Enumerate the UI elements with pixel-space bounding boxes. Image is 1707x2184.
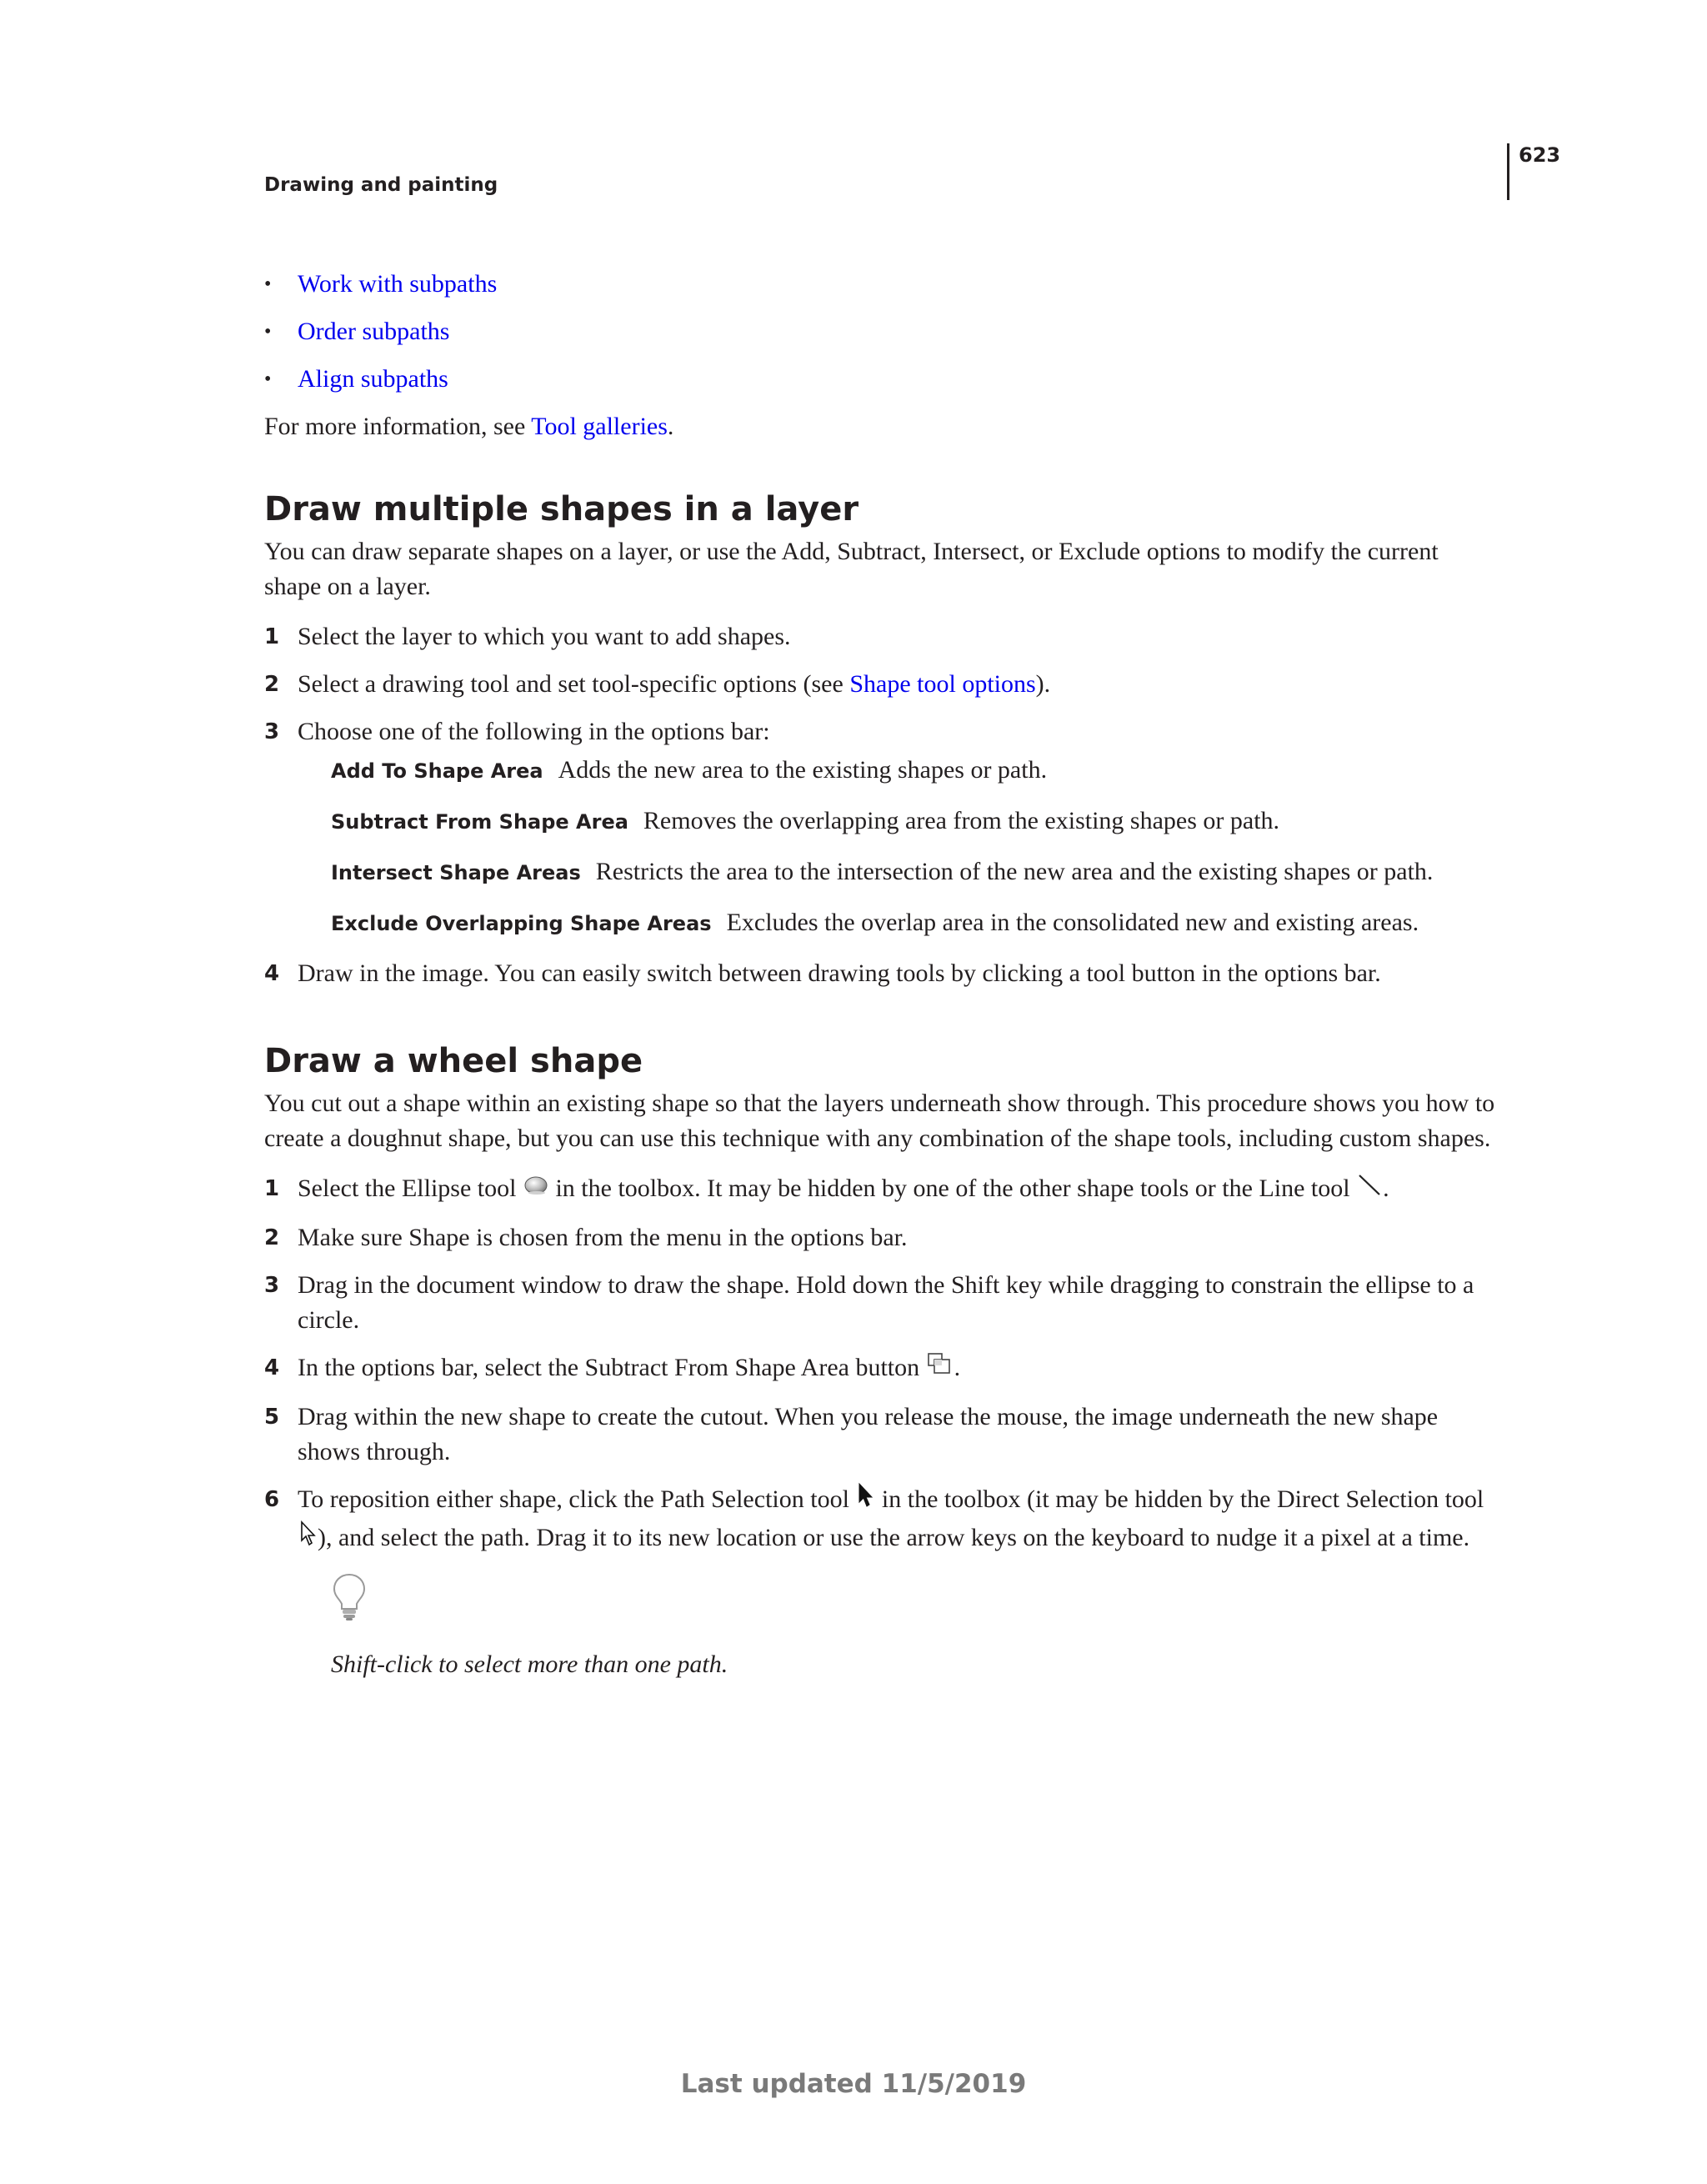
link-tool-galleries[interactable]: Tool galleries [531,413,668,440]
section-intro: You can draw separate shapes on a layer, or use the Add, Subtract, Intersect, or Exclude options to modify the current shape on a layer. [264,538,1439,600]
option-subtract-from-shape-area [331,804,1498,839]
bullet-icon: • [264,321,272,343]
step-number: 2 [264,672,280,697]
step-text: ), and select the path. Drag it to its new location or use the arrow keys on the keyboard to nudge it a pixel at a time. [318,1524,1470,1552]
tip-text: Shift-click to select more than one path. [331,1651,728,1679]
step-number: 4 [264,1355,280,1381]
option-term: Intersect Shape Areas [331,861,581,884]
link-align-subpaths[interactable]: Align subpaths [298,365,448,393]
step-item [264,1171,1498,1208]
step-text: Drag in the document window to draw the shape. Hold down the Shift key while dragging to constrain the ellipse to a circle. [298,1271,1474,1335]
step-item [264,1350,1498,1387]
running-head: Drawing and painting [264,174,498,196]
step-number: 1 [264,624,280,649]
direct-selection-tool-icon [298,1520,318,1559]
step-text: in the toolbox (it may be hidden by the Direct Selection tool [875,1485,1484,1514]
step-text: Draw in the image. You can easily switch between drawing tools by clicking a tool button in the options bar. [298,959,1381,987]
line-tool-icon [1356,1173,1383,1208]
page-number: 623 [1519,143,1561,167]
step-text: Select the Ellipse tool [298,1175,523,1202]
step-text: . [1383,1175,1389,1202]
list-item [264,362,1498,397]
option-desc: Restricts the area to the intersection of the new area and the existing shapes or path. [595,858,1434,885]
ellipse-tool-icon [523,1173,549,1208]
step-text: In the options bar, select the Subtract From Shape Area button [298,1354,926,1382]
link-order-subpaths[interactable]: Order subpaths [298,318,450,345]
option-term: Subtract From Shape Area [331,810,628,834]
option-term: Exclude Overlapping Shape Areas [331,912,712,935]
section-heading-multiple-shapes: Draw multiple shapes in a layer [264,490,859,528]
step-text: ). [1035,670,1051,698]
step-number: 6 [264,1487,280,1513]
related-links-list [264,267,1498,397]
step-number: 3 [264,719,280,744]
step-number: 2 [264,1225,280,1251]
step-text: Choose one of the following in the options bar: [298,718,770,745]
step-item [264,1220,1498,1255]
step-text: Drag within the new shape to create the cutout. When you release the mouse, the image underneath the new shape shows through. [298,1403,1439,1466]
option-desc: Excludes the overlap area in the consolidated new and existing areas. [726,909,1419,936]
step-item [264,667,1498,702]
option-exclude-overlapping-shape-areas [331,905,1498,941]
header-rule [1507,143,1509,200]
steps-list [264,1171,1498,1682]
step-text: To reposition either shape, click the Path Selection tool [298,1485,856,1514]
section-heading-wheel-shape: Draw a wheel shape [264,1042,643,1080]
more-info-paragraph [264,409,1498,444]
steps-list [264,619,1498,991]
step-text: . [954,1354,961,1382]
step-text: Make sure Shape is chosen from the menu in the options bar. [298,1224,908,1252]
step-text: in the toolbox. It may be hidden by one of the other shape tools or the Line tool [548,1175,1357,1202]
option-add-to-shape-area [331,753,1498,789]
subtract-shape-area-icon [926,1352,954,1387]
step-item [264,1268,1498,1338]
step-text: Select a drawing tool and set tool-specific options (see [298,670,850,698]
step-number: 1 [264,1176,280,1201]
list-item [264,314,1498,349]
bullet-icon: • [264,273,272,295]
step-item [264,1400,1498,1470]
lightbulb-icon [331,1572,368,1632]
tip-block [331,1572,1498,1682]
step-item [264,714,1498,941]
step-item [264,956,1498,991]
step-item [264,619,1498,654]
options-list [331,753,1498,941]
section-intro: You cut out a shape within an existing shape so that the layers underneath show through. This procedure shows you how to create a doughnut shape, but you can use this technique with any combination of the shape tools, including custom shapes. [264,1089,1495,1152]
option-intersect-shape-areas [331,854,1498,890]
more-info-suffix: . [667,413,674,440]
bullet-icon: • [264,368,272,390]
link-shape-tool-options[interactable]: Shape tool options [849,670,1036,698]
step-text: Select the layer to which you want to add shapes. [298,623,791,650]
option-desc: Removes the overlapping area from the existing shapes or path. [643,807,1280,834]
step-number: 3 [264,1273,280,1299]
more-info-prefix: For more information, see [264,413,532,440]
link-work-with-subpaths[interactable]: Work with subpaths [298,270,498,298]
page-content [264,267,1498,1695]
option-term: Add To Shape Area [331,759,543,783]
step-number: 5 [264,1405,280,1430]
step-item [264,1482,1498,1682]
footer-last-updated: Last updated 11/5/2019 [680,2069,1027,2099]
list-item [264,267,1498,302]
option-desc: Adds the new area to the existing shapes or path. [558,756,1048,784]
path-selection-tool-icon [855,1482,875,1520]
step-number: 4 [264,961,280,986]
